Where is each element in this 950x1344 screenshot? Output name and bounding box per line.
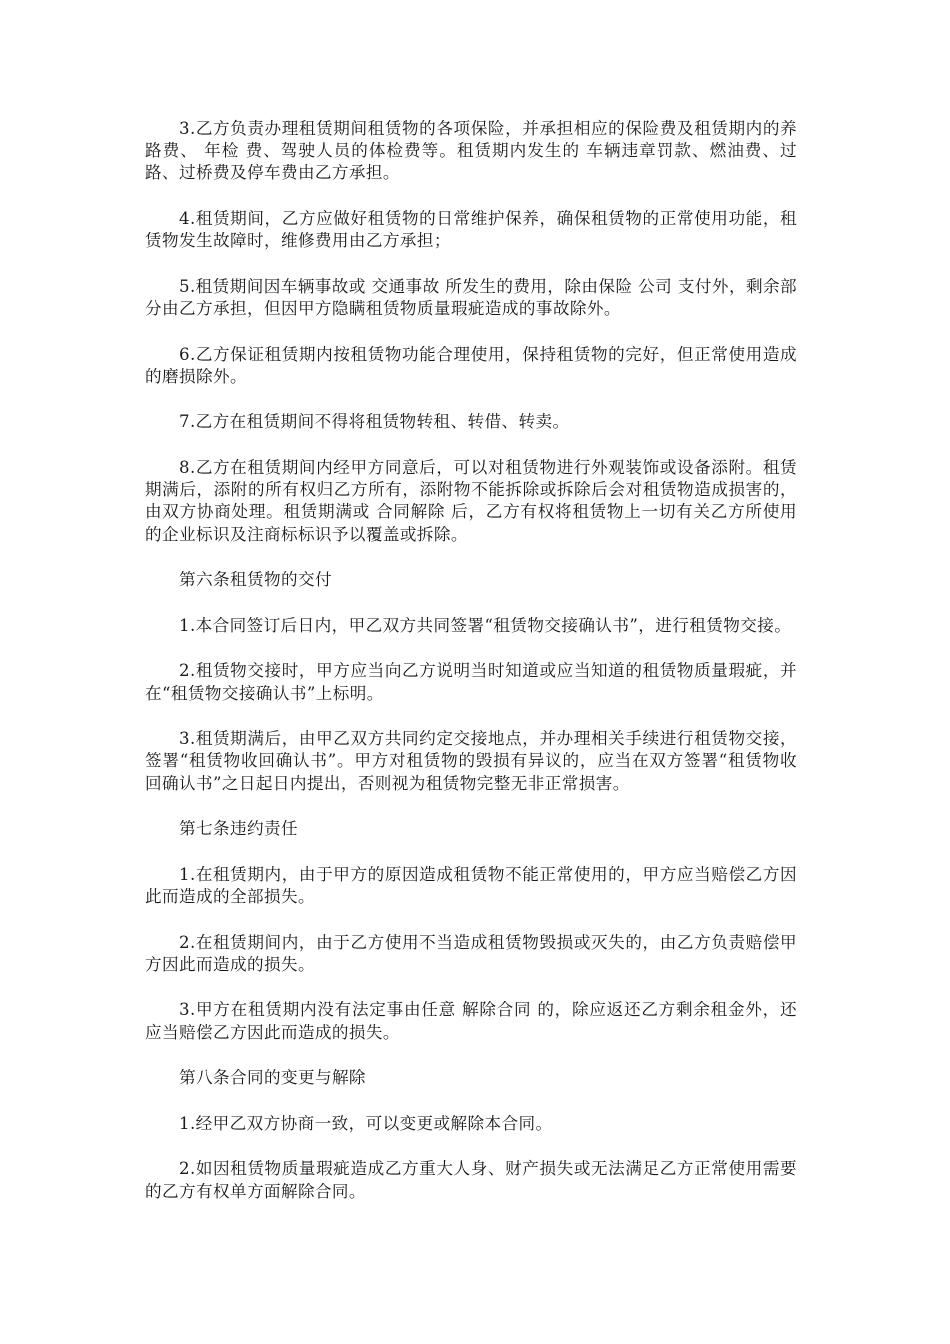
clause-5-item-3: 3.乙方负责办理租赁期间租赁物的各项保险，并承担相应的保险费及租赁期内的养路费、 年检 费、驾驶人员的体检费等。租赁期内发生的 车辆违章罚款、燃油费、过路、过桥费及停车费由乙方承担。 [145, 119, 797, 183]
clause-8-item-2: 2.如因租赁物质量瑕疵造成乙方重大人身、财产损失或无法满足乙方正常使用需要的乙方有权单方面解除合同。 [145, 1159, 797, 1201]
section-heading-6: 第六条租赁物的交付 [179, 570, 332, 590]
document-body [145, 118, 797, 1226]
section-heading-8: 第八条合同的变更与解除 [179, 1068, 366, 1088]
clause-5-item-6: 6.乙方保证租赁期内按租赁物功能合理使用，保持租赁物的完好，但正常使用造成的磨损除外。 [145, 344, 797, 386]
clause-7-item-2: 2.在租赁期间内，由于乙方使用不当造成租赁物毁损或灭失的，由乙方负责赔偿甲方因此而造成的损失。 [145, 932, 797, 974]
clause-6-item-3: 3.租赁期满后，由甲乙双方共同约定交接地点，并办理相关手续进行租赁物交接，签署“租赁物收回确认书”。甲方对租赁物的毁损有异议的，应当在双方签署“租赁物收回确认书”之日起日内提出，否则视为租赁物完整无非正常损害。 [145, 729, 797, 793]
clause-5-item-5: 5.租赁期间因车辆事故或 交通事故 所发生的费用，除由保险 公司 支付外，剩余部分由乙方承担，但因甲方隐瞒租赁物质量瑕疵造成的事故除外。 [145, 276, 797, 318]
clause-5-item-7: 7.乙方在租赁期间不得将租赁物转租、转借、转卖。 [179, 412, 570, 432]
clause-5-item-8: 8.乙方在租赁期间内经甲方同意后，可以对租赁物进行外观装饰或设备添附。租赁期满后，添附的所有权归乙方所有，添附物不能拆除或拆除后会对租赁物造成损害的，由双方协商处理。租赁期满或 合同解除 后，乙方有权将租赁物上一切有关乙方所使用的企业标识及注商标标识予以覆盖或拆除。 [145, 457, 797, 544]
clause-5-item-4: 4.租赁期间，乙方应做好租赁物的日常维护保养，确保租赁物的正常使用功能，租赁物发生故障时，维修费用由乙方承担； [145, 209, 797, 251]
clause-6-item-1: 1.本合同签订后日内，甲乙双方共同签署“租赁物交接确认书”，进行租赁物交接。 [179, 615, 792, 635]
clause-6-item-2: 2.租赁物交接时，甲方应当向乙方说明当时知道或应当知道的租赁物质量瑕疵，并在“租赁物交接确认书”上标明。 [145, 661, 797, 703]
section-heading-7: 第七条违约责任 [179, 819, 298, 839]
clause-7-item-3: 3.甲方在租赁期内没有法定事由任意 解除合同 的，除应返还乙方剩余租金外，还应当赔偿乙方因此而造成的损失。 [145, 1000, 797, 1042]
clause-7-item-1: 1.在租赁期内，由于甲方的原因造成租赁物不能正常使用的，甲方应当赔偿乙方因此而造成的全部损失。 [145, 864, 797, 906]
clause-8-item-1: 1.经甲乙双方协商一致，可以变更或解除本合同。 [179, 1113, 553, 1133]
